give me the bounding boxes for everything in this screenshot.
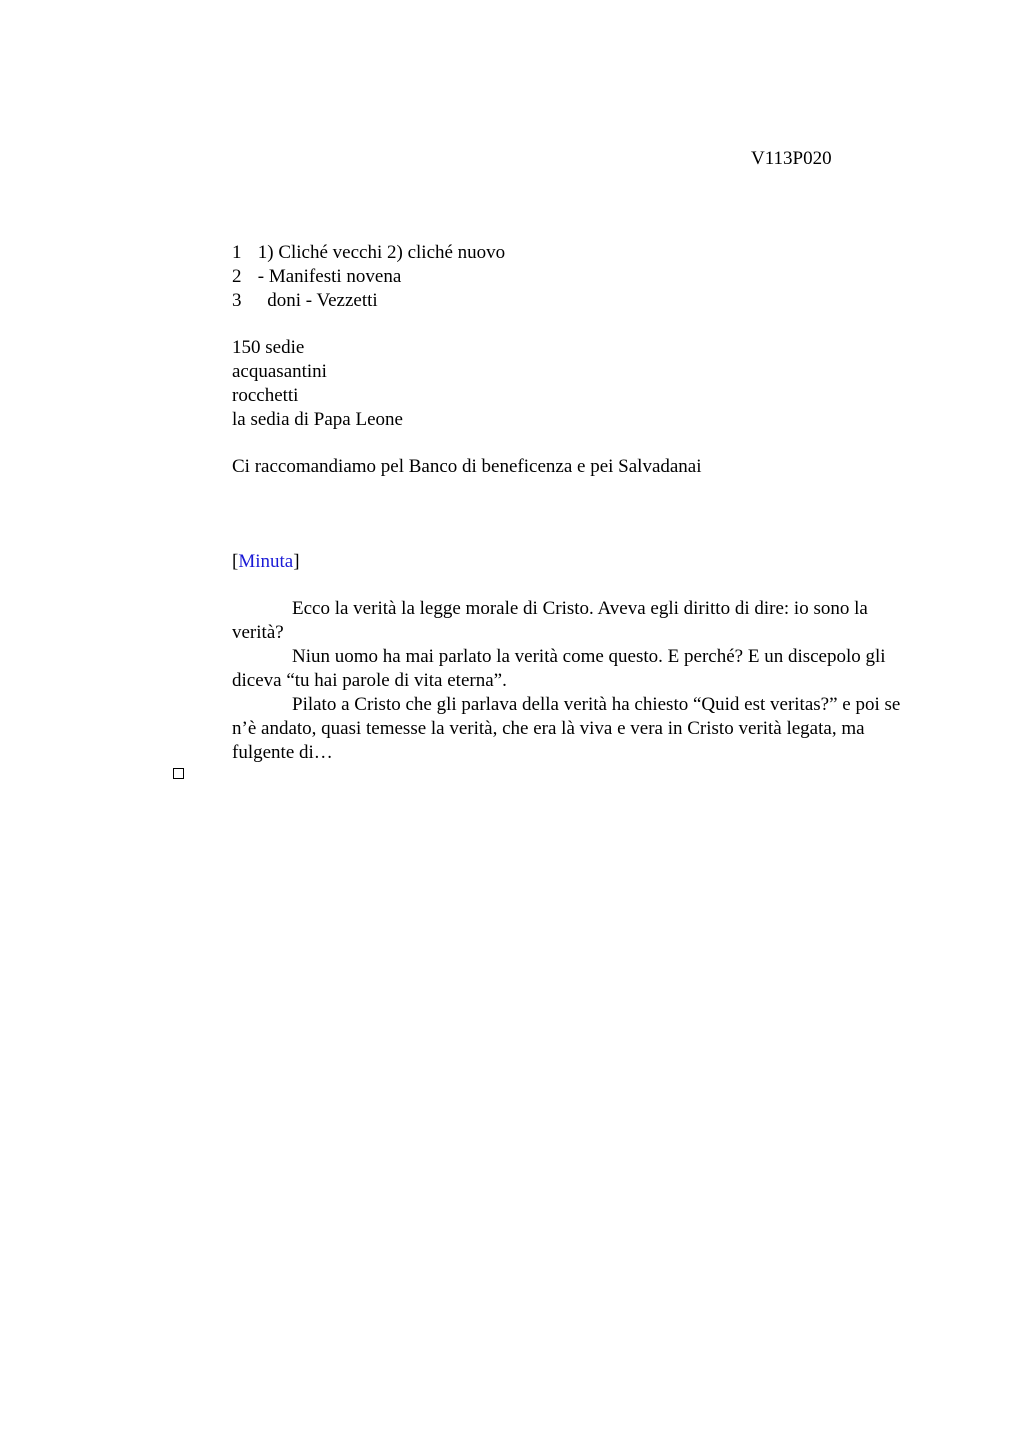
bracket-close: ] [293, 551, 300, 572]
recommendation-note [232, 455, 932, 479]
inventory-item: acquasantini [232, 361, 327, 382]
list-item-text: 1) Cliché vecchi 2) cliché nuovo [253, 242, 506, 263]
list-item-text: - Manifesti novena [253, 266, 402, 287]
inventory-item: rocchetti [232, 385, 299, 406]
body-paragraph: Niun uomo ha mai parlato la verità come questo. E perché? E un discepolo gli diceva “tu hai parole di vita eterna”. [232, 646, 886, 691]
minuta-line [232, 550, 932, 574]
recommendation-text: Ci raccomandiamo pel Banco di beneficenza e pei Salvadanai [232, 456, 702, 477]
list-item-number: 2 [232, 266, 242, 287]
list-item [232, 241, 932, 265]
body-paragraph: Ecco la verità la legge morale di Cristo. Aveva egli diritto di dire: io sono la verità? [232, 598, 868, 643]
inventory-item: 150 sedie [232, 337, 305, 358]
minuta-body [232, 597, 924, 765]
bracket-open: [ [232, 551, 239, 572]
checkbox-square-icon [173, 768, 184, 779]
inventory-list [232, 336, 932, 432]
minuta-heading [232, 550, 932, 574]
list-item-number: 3 [232, 290, 242, 311]
list-item [232, 265, 932, 289]
body-paragraph: Pilato a Cristo che gli parlava della verità ha chiesto “Quid est veritas?” e poi se n’è andato, quasi temesse la verità, che era là viva e vera in Cristo verità legata, ma fulgente di… [232, 694, 901, 763]
list-item-text: doni - Vezzetti [253, 290, 378, 311]
inventory-item: la sedia di Papa Leone [232, 409, 403, 430]
list-item [232, 289, 932, 313]
list-item-number: 1 [232, 242, 242, 263]
page-code: V113P020 [751, 148, 832, 169]
minuta-link[interactable]: Minuta [238, 551, 294, 572]
numbered-list [232, 241, 932, 313]
